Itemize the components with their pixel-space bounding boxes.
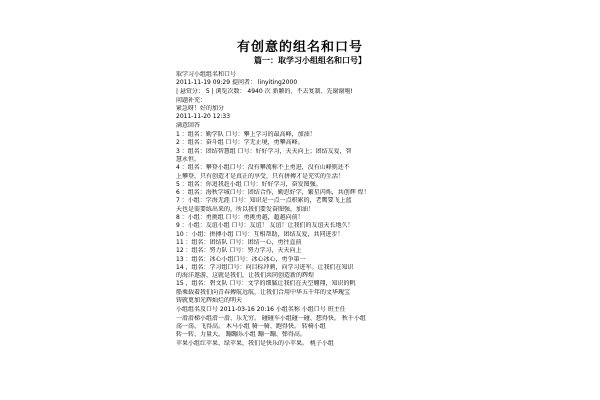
text-line: 11 ：组名：团结队 口号：团结一心，勇往直前: [176, 238, 302, 246]
text-line: 慧永恒。: [176, 155, 201, 163]
text-line: 9 ：小组：友谊小组 口号：友谊！ 友谊！让我们的友谊天长地久！: [176, 222, 354, 230]
text-line: 问题补充：: [176, 96, 207, 104]
text-line: 14 ，组名：学习组口号：向目标冲刺，向学习进军。让我们在知识: [176, 263, 354, 271]
text-line: 4 ：组名：攀登小组口号：没有攀流称不上勇进，没有山峰则还不: [176, 164, 350, 172]
text-line: 苹果小组红苹果、绿苹果，我们是快乐的小苹果。 桃子小组: [176, 339, 334, 347]
text-line: 一滑滑梯小组滑一滑、乐无穷。 碰碰车小组碰一碰、想得快。 秋千小组: [176, 314, 366, 322]
text-line: 13 ：组名：冰心小组口号：冰心冰心，勇争第一: [176, 255, 306, 263]
document-title: 有创意的组名和口号: [236, 40, 363, 55]
text-line: 满意回答: [176, 121, 201, 129]
text-line: 2011-11-19 09:29 提问者： linyiting2000: [176, 79, 298, 87]
text-line: 7 ：小组：学海无涯 口号：知识是一点一点积累的，老鹰要飞上蓝: [176, 197, 352, 205]
text-line: 转一转、力量大。 蹦蹦乐小组 蹦一蹦、弹得高。: [176, 331, 306, 339]
text-line: 天也是需要练出来的，所以我们要发奋图强，加油！: [176, 205, 315, 213]
text-line: 荡一荡、飞得高。 木马小组 骑一骑、跑得快。 转椅小组: [176, 322, 326, 330]
text-line: 上攀登，只有创造才是真正的享受，只有拼搏才是充实的生活！: [176, 172, 345, 180]
text-line: 小组组名及口号 2011-03-16 20:16 小组名称 小组口号 班主任: [176, 306, 346, 314]
text-line: 3 ：组名：团结智慧组 口号：好好学习，天天向上；团结友爱，智: [176, 147, 352, 155]
text-line: 12 ：组名：努力队 口号：努力学习，天天向上: [176, 247, 302, 255]
text-line: 船乘载着我们向青春搏航远航，让我们合用中华五千年的文华瑰宝: [176, 288, 351, 296]
text-line: | 悬赏分： 5 | 浏览次数： 4940 次 新颖的、不去复制、先谢谢啦!: [176, 87, 353, 95]
text-line: 的海洋遨游，这就是我们，让我们共同创造新的辉煌: [176, 272, 315, 280]
text-line: 8 ：小组：勇挑组 口号：勇挑勇越，超越向前！: [176, 214, 304, 222]
text-line: 取学习小组组名和口号: [176, 71, 237, 78]
text-line: 2011-11-20 12:33: [176, 113, 231, 121]
text-line: 1 ：组名：勤学队 口号：攀上学习的最高峰，加油！: [176, 131, 316, 139]
text-line: 紧急呀！好的加分: [176, 105, 225, 113]
text-line: 10 ：小组：拼搏小组 口号：互相帮助，团结友爱，共同进步！: [176, 230, 344, 238]
text-line: 铸就更加光辉灿烂的明天: [176, 297, 243, 305]
text-line: 15 ，组名：碧文队 口号：文学的细腻让我们在天空翱翔，知识的帆: [176, 280, 356, 288]
text-line: 2 ：组名：奋斗组 口号：学无止境，勇攀高峰。: [176, 139, 304, 147]
text-line: 6 ：组名：海秋学城口号：团结合作，勤思好学，繁星闪烁，共创辉 煌！: [176, 189, 370, 197]
document-body: [176, 71, 431, 348]
text-line: 5 ：组名：你追我赶小组 口号：好好学习，奋发图强。: [176, 180, 322, 188]
document-subtitle: 篇一：取学习小组组名和口号】: [254, 56, 366, 65]
